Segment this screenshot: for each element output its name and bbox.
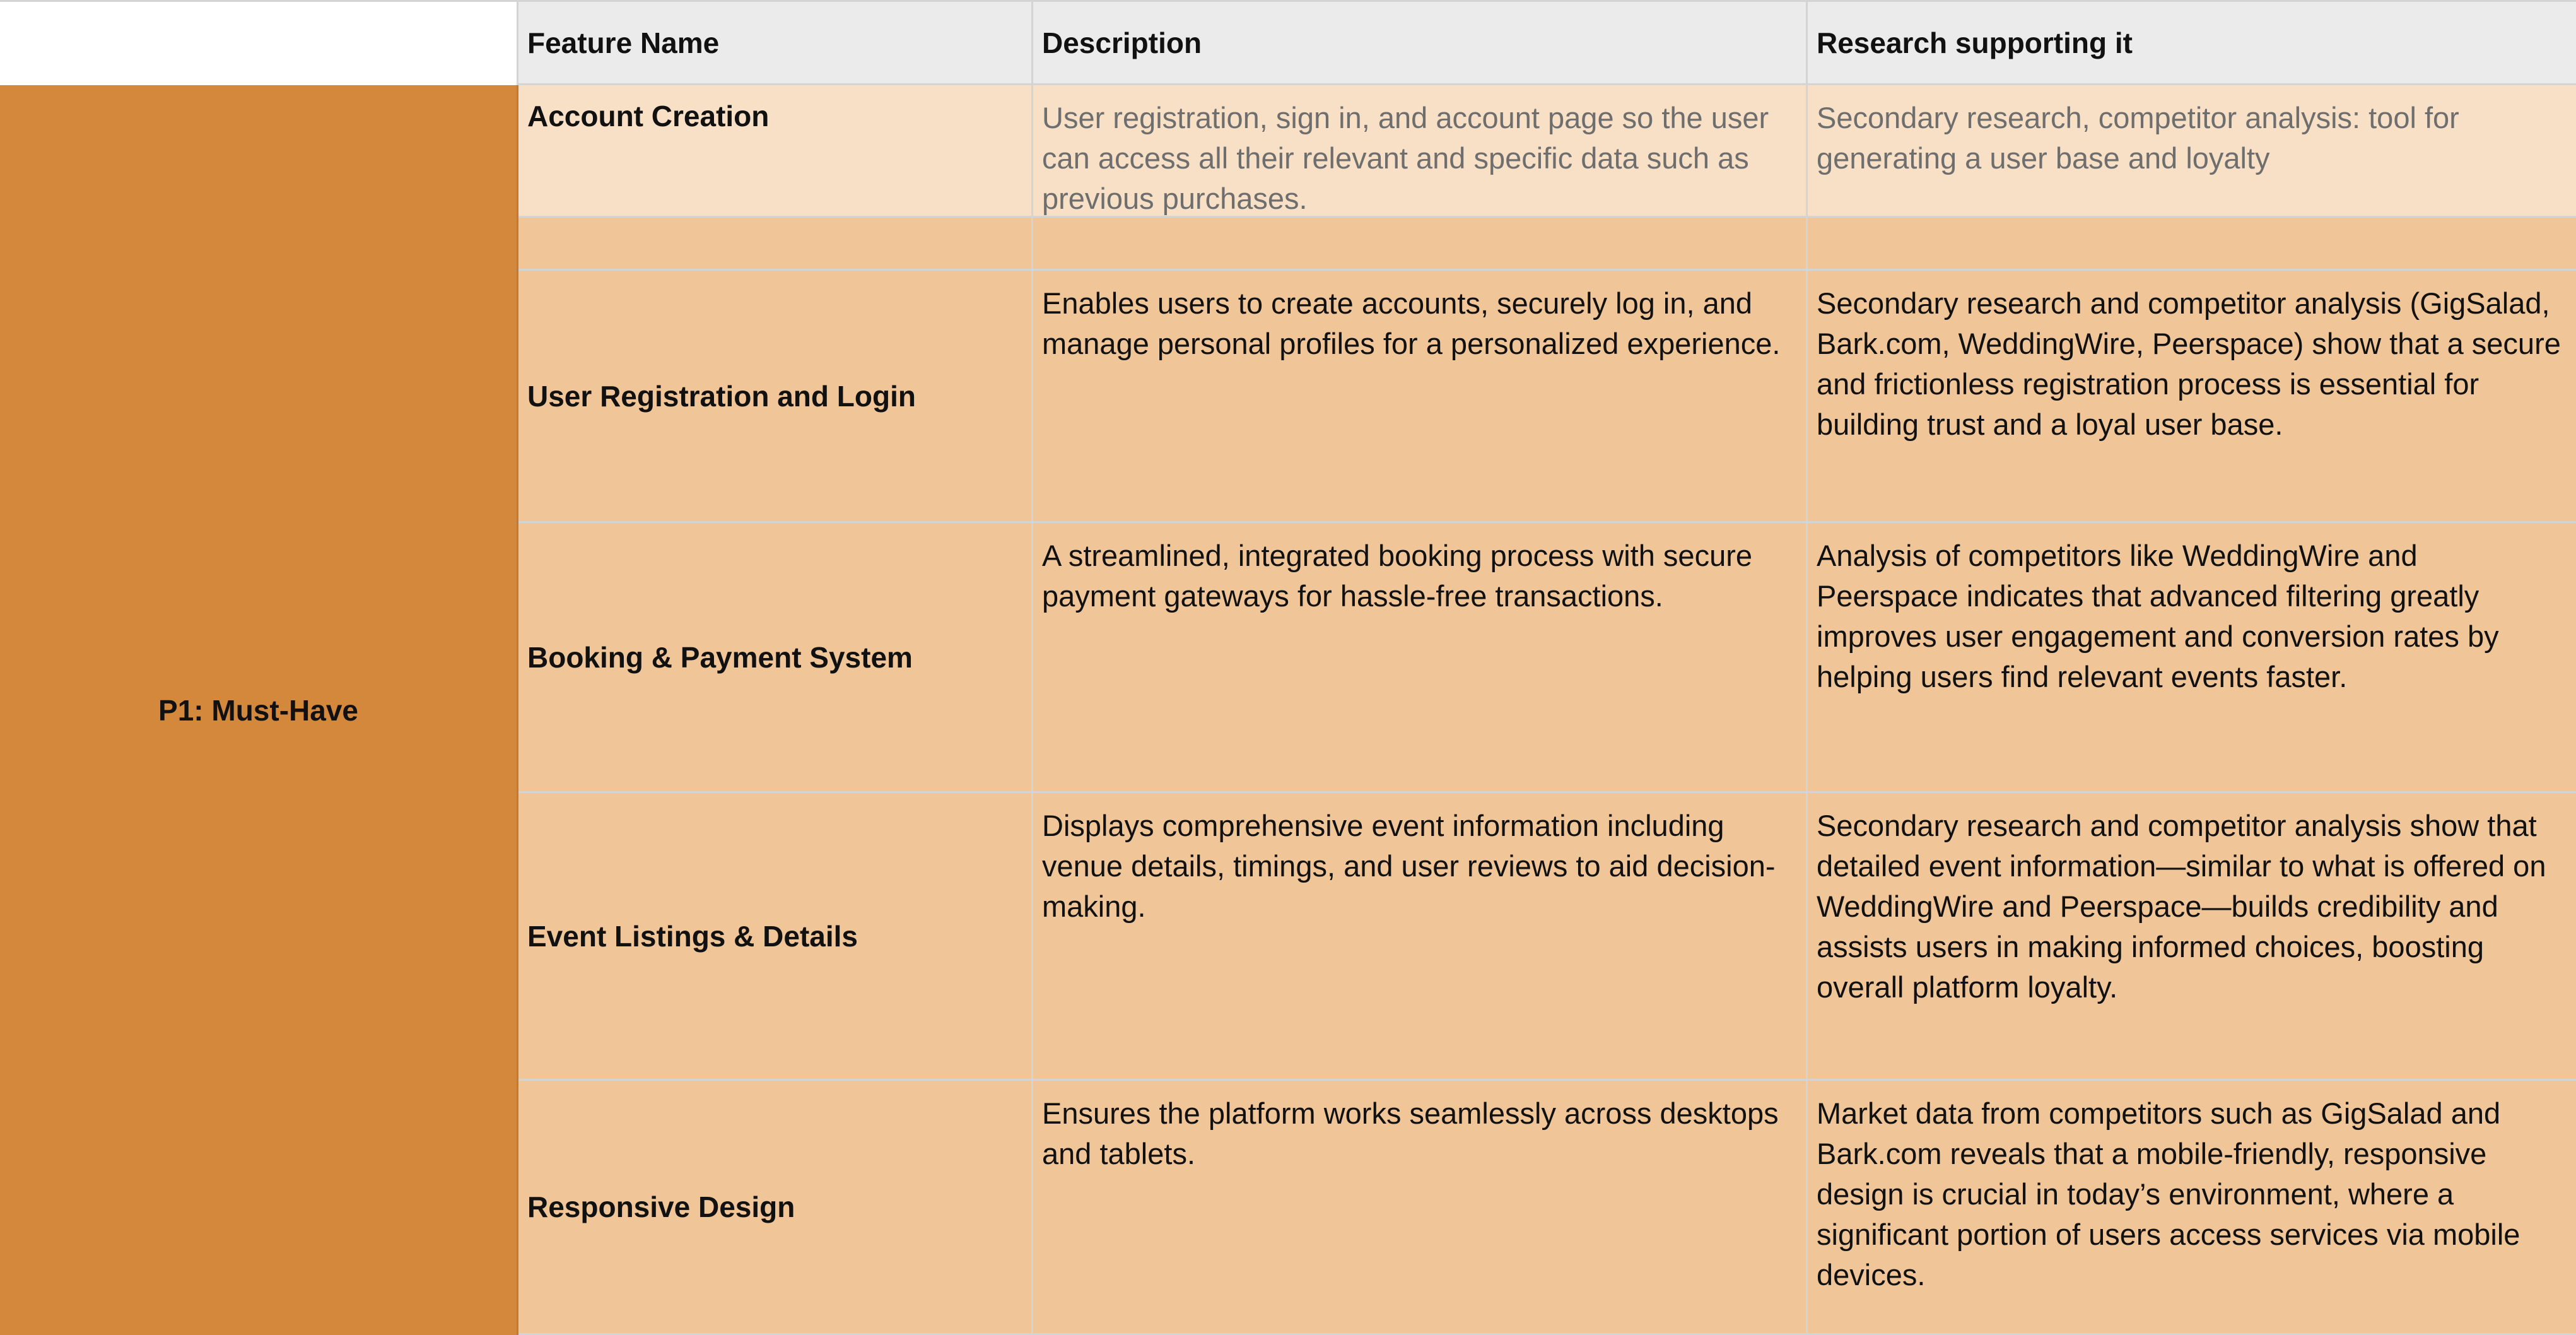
table-row-responsive-design-description[interactable] xyxy=(1033,1081,1808,1335)
table-row-responsive-design-name[interactable] xyxy=(518,1081,1033,1335)
feature-name: Booking & Payment System xyxy=(527,640,913,674)
table-row-empty-name[interactable] xyxy=(518,218,1033,271)
table-row-event-listings-research[interactable] xyxy=(1808,793,2576,1081)
priority-cell[interactable] xyxy=(0,85,518,1335)
feature-name: User Registration and Login xyxy=(527,379,916,413)
table-row-user-registration-name[interactable] xyxy=(518,271,1033,523)
feature-research: Secondary research, competitor analysis: tool for generating a user base and loyalty xyxy=(1817,101,2459,175)
header-research-label: Research supporting it xyxy=(1817,26,2133,59)
table-row-booking-payment-description[interactable] xyxy=(1033,523,1808,793)
table-row-booking-payment-name[interactable] xyxy=(518,523,1033,793)
table-row-booking-payment-research[interactable] xyxy=(1808,523,2576,793)
table-row-event-listings-description[interactable] xyxy=(1033,793,1808,1081)
table-row-event-listings-name[interactable] xyxy=(518,793,1033,1081)
table-row-empty-description[interactable] xyxy=(1033,218,1808,271)
table-row-account-creation-description[interactable] xyxy=(1033,85,1808,218)
header-description-label: Description xyxy=(1042,26,1202,59)
table-row-account-creation-name[interactable] xyxy=(518,85,1033,218)
feature-name: Event Listings & Details xyxy=(527,919,858,953)
header-feature-name[interactable] xyxy=(518,0,1033,85)
table-row-responsive-design-research[interactable] xyxy=(1808,1081,2576,1335)
feature-description: A streamlined, integrated booking process with secure payment gateways for hassle-free transactions. xyxy=(1042,539,1753,613)
table-row-user-registration-research[interactable] xyxy=(1808,271,2576,523)
feature-description: Ensures the platform works seamlessly across desktops and tablets. xyxy=(1042,1097,1779,1170)
feature-description: Displays comprehensive event information including venue details, timings, and user reviews to aid decision-making. xyxy=(1042,809,1776,923)
feature-research: Analysis of competitors like WeddingWire and Peerspace indicates that advanced filtering greatly improves user engagement and conversion rates by helping users find relevant events faster. xyxy=(1817,539,2499,693)
feature-research: Market data from competitors such as GigSalad and Bark.com reveals that a mobile-friendly, responsive design is crucial in today’s environment, where a significant portion of users access services via mobile devices. xyxy=(1817,1097,2520,1291)
feature-description: Enables users to create accounts, securely log in, and manage personal profiles for a personalized experience. xyxy=(1042,286,1781,360)
feature-name: Responsive Design xyxy=(527,1191,795,1223)
feature-research: Secondary research and competitor analysis show that detailed event information—similar to what is offered on WeddingWire and Peerspace—builds credibility and assists users in making informed choices, boosting overall platform loyalty. xyxy=(1817,809,2546,1004)
table-row-empty-research[interactable] xyxy=(1808,218,2576,271)
table-row-account-creation-research[interactable] xyxy=(1808,85,2576,218)
table-row-user-registration-description[interactable] xyxy=(1033,271,1808,523)
feature-research: Secondary research and competitor analysis (GigSalad, Bark.com, WeddingWire, Peerspace) show that a secure and frictionless registration process is essential for building trust and a loyal user base. xyxy=(1817,286,2561,441)
corner-header-cell[interactable] xyxy=(0,0,518,85)
header-research[interactable] xyxy=(1808,0,2576,85)
header-feature-name-label: Feature Name xyxy=(527,26,720,59)
header-description[interactable] xyxy=(1033,0,1808,85)
priority-label: P1: Must-Have xyxy=(158,693,358,727)
feature-name: Account Creation xyxy=(527,100,770,132)
feature-description: User registration, sign in, and account page so the user can access all their relevant and specific data such as previous purchases. xyxy=(1042,101,1769,215)
